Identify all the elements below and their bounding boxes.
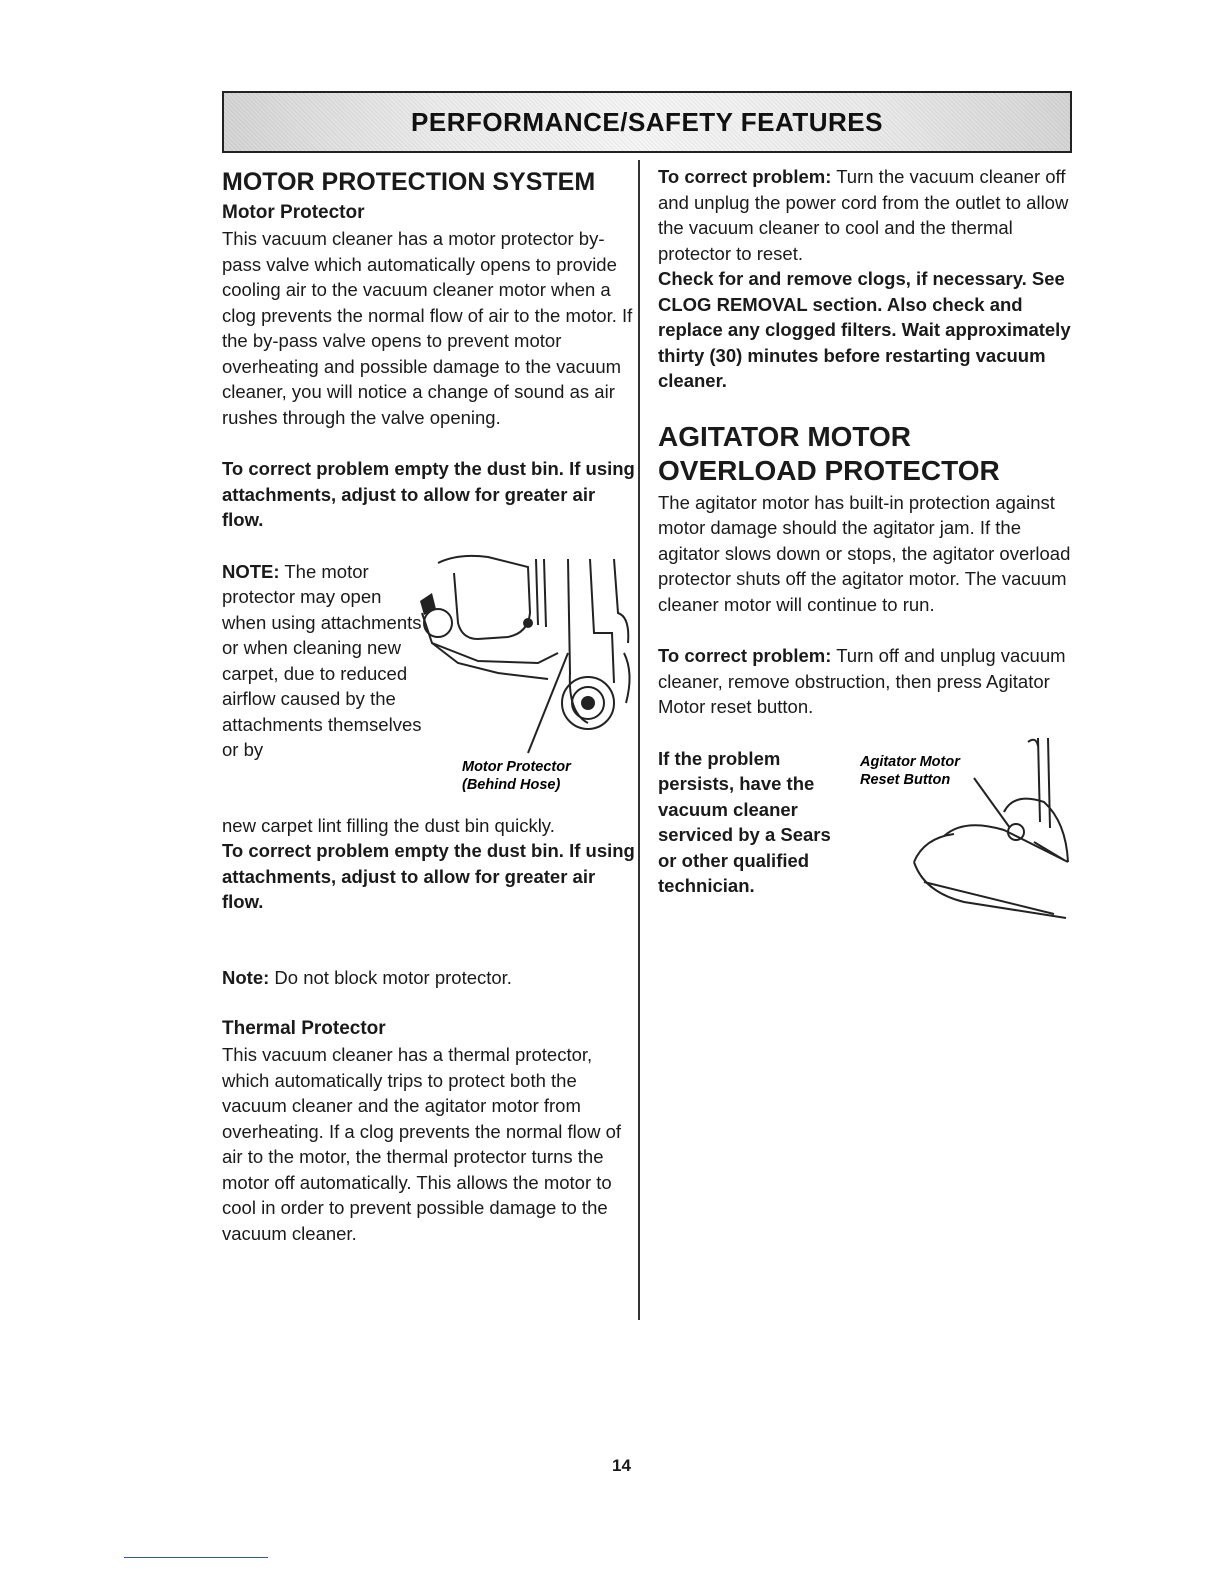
motor-protector-body: This vacuum cleaner has a motor protector by-pass valve which automatically opens to provide cooling air to the vacuum cleaner motor when a clog prevents the normal flow of air to the motor. If the by-pass valve opens to prevent motor overheating and possible damage to the vacuum cleaner, you will notice a change of sound as air rushes through the valve opening.: [222, 228, 633, 428]
correct2-text: Turn off and unplug vacuum cleaner, remove obstruction, then press Agitator Motor reset button.: [658, 645, 1066, 717]
figure-caption-behind-hose: (Behind Hose): [462, 776, 561, 793]
correct-problem-text-1: To correct problem empty the dust bin. If using attachments, adjust to allow for greater air flow.: [222, 458, 635, 530]
vacuum-motor-protector-illustration: [418, 553, 642, 807]
page-title: PERFORMANCE/SAFETY FEATURES: [411, 106, 883, 137]
thermal-protector-title: Thermal Protector: [222, 1018, 386, 1039]
note2-text: Do not block motor protector.: [274, 966, 512, 988]
agitator-heading-line2: OVERLOAD PROTECTOR: [658, 454, 1000, 486]
figure-caption-reset-button: Reset Button: [860, 771, 951, 788]
page-number: 14: [612, 1456, 631, 1475]
note2-label: Note:: [222, 966, 270, 988]
note-paragraph: [222, 559, 422, 763]
persist-text: If the problem persists, have the vacuum cleaner serviced by a Sears or other qualified technician.: [658, 747, 831, 896]
note-label: NOTE:: [222, 560, 280, 582]
correct-problem-text-2: To correct problem empty the dust bin. If using attachments, adjust to allow for greater air flow.: [222, 840, 635, 912]
note-with-figure: [222, 559, 638, 813]
note-text-continued: new carpet lint filling the dust bin quickly.: [222, 814, 555, 836]
persist-with-figure: [658, 746, 1078, 926]
thermal-protector-body: This vacuum cleaner has a thermal protector, which automatically trips to protect both the vacuum cleaner and the agitator motor from overheating. If a clog prevents the normal flow of air to the motor, the thermal protector turns the motor off automatically. This allows the motor to cool in order to prevent possible damage to the vacuum cleaner.: [222, 1044, 621, 1244]
agitator-heading-line1: AGITATOR MOTOR: [658, 420, 912, 452]
agitator-body: The agitator motor has built-in protection against motor damage should the agitator jam. If the agitator slows down or stops, the agitator overload protector shuts off the agitator motor. The vacuum cleaner motor will continue to run.: [658, 491, 1071, 615]
motor-protector-title: Motor Protector: [222, 202, 365, 223]
correct-label: To correct problem:: [658, 166, 832, 187]
figure-caption-motor-protector: Motor Protector: [462, 758, 571, 775]
footer-rule: [124, 1557, 268, 1558]
agitator-reset-button-illustration: [854, 732, 1074, 932]
correct-bold-text: Check for and remove clogs, if necessary. See CLOG REMOVAL section. Also check and replace any clogged filters. Wait approximately thirty (30) minutes before restarting vacuum cleaner.: [658, 268, 1071, 391]
correct-text: Turn the vacuum cleaner off and unplug the power cord from the outlet to allow the vacuum cleaner to cool and the thermal protector to reset.: [658, 166, 1069, 264]
note-text: The motor protector may open when using attachments or when cleaning new carpet, due to reduced airflow caused by the attachments themselves or by: [222, 560, 422, 760]
correct2-label: To correct problem:: [658, 645, 832, 666]
figure-caption-agitator-motor: Agitator Motor: [860, 753, 960, 770]
left-column: [222, 160, 638, 1246]
right-column: [658, 160, 1078, 926]
motor-protection-heading: MOTOR PROTECTION SYSTEM: [222, 168, 596, 196]
section-banner: [222, 91, 1072, 153]
